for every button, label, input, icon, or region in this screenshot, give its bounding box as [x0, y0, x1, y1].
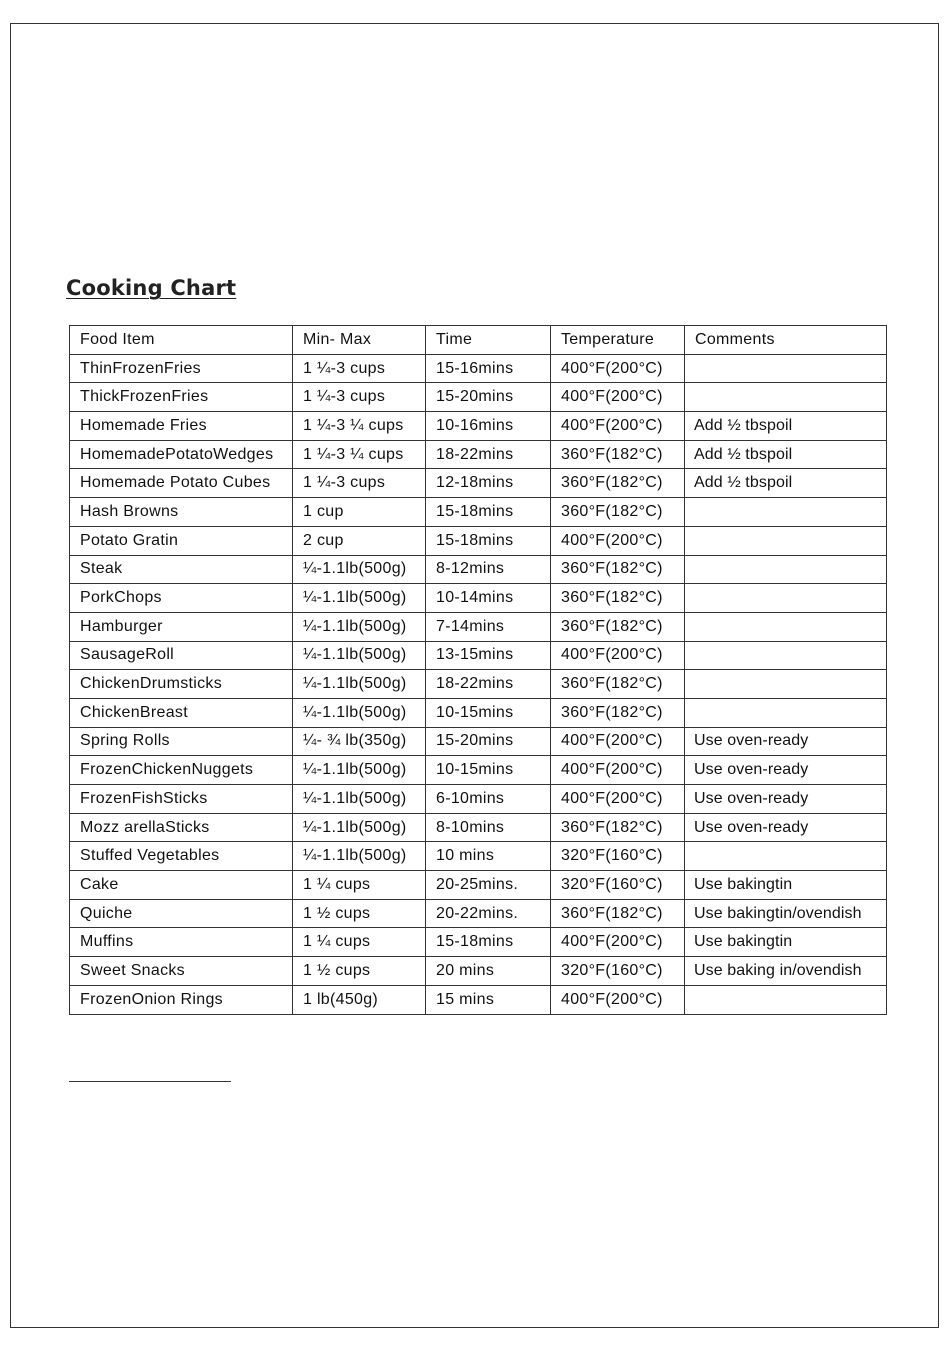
cell-temperature: 400°F(200°C) — [551, 383, 685, 412]
cell-food: Hash Browns — [70, 498, 293, 527]
cell-time: 15-18mins — [426, 526, 551, 555]
cell-comments — [685, 641, 887, 670]
cell-min-max: ¼-1.1lb(500g) — [293, 555, 426, 584]
header-comments: Comments — [685, 326, 887, 355]
cell-comments: Use oven-ready — [685, 756, 887, 785]
cell-min-max: 2 cup — [293, 526, 426, 555]
cell-comments — [685, 985, 887, 1014]
cell-temperature: 360°F(182°C) — [551, 469, 685, 498]
table-row — [70, 698, 887, 727]
cell-time: 10-14mins — [426, 584, 551, 613]
table-row — [70, 842, 887, 871]
table-row — [70, 756, 887, 785]
cell-time: 18-22mins — [426, 670, 551, 699]
cell-food: Mozz arellaSticks — [70, 813, 293, 842]
cell-comments: Add ½ tbspoil — [685, 412, 887, 441]
table-header-row — [70, 326, 887, 355]
cell-food: ThinFrozenFries — [70, 354, 293, 383]
cell-min-max: ¼-1.1lb(500g) — [293, 785, 426, 814]
table-row — [70, 727, 887, 756]
cell-food: Muffins — [70, 928, 293, 957]
cell-min-max: 1 ½ cups — [293, 957, 426, 986]
cell-temperature: 360°F(182°C) — [551, 440, 685, 469]
cell-min-max: 1 ¼ cups — [293, 928, 426, 957]
cell-comments — [685, 526, 887, 555]
cell-min-max: ¼-1.1lb(500g) — [293, 842, 426, 871]
cell-time: 7-14mins — [426, 612, 551, 641]
cell-food: Homemade Fries — [70, 412, 293, 441]
cell-comments — [685, 842, 887, 871]
cell-temperature: 400°F(200°C) — [551, 412, 685, 441]
cell-comments: Use bakingtin — [685, 871, 887, 900]
cell-food: Spring Rolls — [70, 727, 293, 756]
cell-food: ChickenBreast — [70, 698, 293, 727]
cell-time: 10-15mins — [426, 756, 551, 785]
table-row — [70, 670, 887, 699]
cell-food: ChickenDrumsticks — [70, 670, 293, 699]
cell-temperature: 400°F(200°C) — [551, 785, 685, 814]
cell-time: 13-15mins — [426, 641, 551, 670]
cell-temperature: 320°F(160°C) — [551, 871, 685, 900]
table-row — [70, 440, 887, 469]
cell-min-max: 1 ¼-3 ¼ cups — [293, 440, 426, 469]
cell-min-max: 1 ¼-3 cups — [293, 383, 426, 412]
cell-min-max: ¼- ¾ lb(350g) — [293, 727, 426, 756]
table-row — [70, 412, 887, 441]
cell-temperature: 400°F(200°C) — [551, 641, 685, 670]
cell-comments — [685, 498, 887, 527]
table-row — [70, 871, 887, 900]
cell-comments — [685, 670, 887, 699]
cell-temperature: 400°F(200°C) — [551, 526, 685, 555]
cell-time: 20-22mins. — [426, 899, 551, 928]
cell-temperature: 360°F(182°C) — [551, 584, 685, 613]
cell-min-max: 1 ½ cups — [293, 899, 426, 928]
cell-min-max: ¼-1.1lb(500g) — [293, 813, 426, 842]
table-row — [70, 612, 887, 641]
cell-time: 10-16mins — [426, 412, 551, 441]
cell-temperature: 360°F(182°C) — [551, 899, 685, 928]
cell-temperature: 360°F(182°C) — [551, 698, 685, 727]
cell-time: 10-15mins — [426, 698, 551, 727]
cell-min-max: 1 ¼ cups — [293, 871, 426, 900]
cell-time: 15-18mins — [426, 498, 551, 527]
cell-food: Quiche — [70, 899, 293, 928]
cell-food: ThickFrozenFries — [70, 383, 293, 412]
table-row — [70, 985, 887, 1014]
cell-time: 15-20mins — [426, 383, 551, 412]
cell-food: HomemadePotatoWedges — [70, 440, 293, 469]
cell-temperature: 400°F(200°C) — [551, 727, 685, 756]
table-row — [70, 813, 887, 842]
cell-food: FrozenFishSticks — [70, 785, 293, 814]
cell-comments: Use oven-ready — [685, 813, 887, 842]
cell-temperature: 400°F(200°C) — [551, 928, 685, 957]
table-body — [70, 354, 887, 1014]
cell-time: 18-22mins — [426, 440, 551, 469]
cell-time: 12-18mins — [426, 469, 551, 498]
cell-temperature: 360°F(182°C) — [551, 555, 685, 584]
cell-comments: Add ½ tbspoil — [685, 469, 887, 498]
cell-comments: Use bakingtin/ovendish — [685, 899, 887, 928]
table-row — [70, 555, 887, 584]
cell-comments — [685, 698, 887, 727]
cell-comments — [685, 584, 887, 613]
cell-food: Cake — [70, 871, 293, 900]
table-row — [70, 641, 887, 670]
table-row — [70, 354, 887, 383]
cell-min-max: 1 ¼-3 ¼ cups — [293, 412, 426, 441]
cell-time: 8-10mins — [426, 813, 551, 842]
cell-comments — [685, 612, 887, 641]
cell-food: FrozenOnion Rings — [70, 985, 293, 1014]
table-row — [70, 526, 887, 555]
cell-temperature: 360°F(182°C) — [551, 498, 685, 527]
header-min-max: Min- Max — [293, 326, 426, 355]
cell-time: 15-18mins — [426, 928, 551, 957]
cell-temperature: 320°F(160°C) — [551, 957, 685, 986]
cell-food: Potato Gratin — [70, 526, 293, 555]
cell-temperature: 320°F(160°C) — [551, 842, 685, 871]
cell-min-max: ¼-1.1lb(500g) — [293, 612, 426, 641]
cell-food: PorkChops — [70, 584, 293, 613]
cell-min-max: ¼-1.1lb(500g) — [293, 670, 426, 699]
cell-min-max: ¼-1.1lb(500g) — [293, 641, 426, 670]
cell-min-max: 1 ¼-3 cups — [293, 469, 426, 498]
table-row — [70, 498, 887, 527]
table-row — [70, 899, 887, 928]
page-title: Cooking Chart — [66, 276, 237, 300]
cell-min-max: 1 lb(450g) — [293, 985, 426, 1014]
header-food-item: Food Item — [70, 326, 293, 355]
cell-food: Hamburger — [70, 612, 293, 641]
table-row — [70, 584, 887, 613]
cell-temperature: 360°F(182°C) — [551, 670, 685, 699]
cell-temperature: 360°F(182°C) — [551, 612, 685, 641]
cell-food: FrozenChickenNuggets — [70, 756, 293, 785]
cell-time: 15-20mins — [426, 727, 551, 756]
cell-min-max: ¼-1.1lb(500g) — [293, 698, 426, 727]
cell-min-max: 1 ¼-3 cups — [293, 354, 426, 383]
cell-time: 15 mins — [426, 985, 551, 1014]
cell-food: Homemade Potato Cubes — [70, 469, 293, 498]
cell-comments: Use oven-ready — [685, 727, 887, 756]
cell-temperature: 360°F(182°C) — [551, 813, 685, 842]
header-time: Time — [426, 326, 551, 355]
cell-food: Stuffed Vegetables — [70, 842, 293, 871]
cell-comments — [685, 383, 887, 412]
table-row — [70, 785, 887, 814]
footnote-rule — [69, 1081, 231, 1082]
table-row — [70, 928, 887, 957]
cell-comments — [685, 354, 887, 383]
cell-min-max: 1 cup — [293, 498, 426, 527]
cell-food: Sweet Snacks — [70, 957, 293, 986]
cell-time: 20 mins — [426, 957, 551, 986]
cell-time: 20-25mins. — [426, 871, 551, 900]
cooking-chart-table — [69, 325, 887, 1015]
cell-comments: Add ½ tbspoil — [685, 440, 887, 469]
cell-food: Steak — [70, 555, 293, 584]
table-row — [70, 957, 887, 986]
table-row — [70, 469, 887, 498]
cell-comments: Use oven-ready — [685, 785, 887, 814]
cell-temperature: 400°F(200°C) — [551, 354, 685, 383]
cell-time: 15-16mins — [426, 354, 551, 383]
cell-comments — [685, 555, 887, 584]
cell-temperature: 400°F(200°C) — [551, 756, 685, 785]
cell-comments: Use baking in/ovendish — [685, 957, 887, 986]
cell-temperature: 400°F(200°C) — [551, 985, 685, 1014]
cell-food: SausageRoll — [70, 641, 293, 670]
cell-comments: Use bakingtin — [685, 928, 887, 957]
header-temperature: Temperature — [551, 326, 685, 355]
cell-time: 10 mins — [426, 842, 551, 871]
table-row — [70, 383, 887, 412]
cell-min-max: ¼-1.1lb(500g) — [293, 756, 426, 785]
cell-time: 6-10mins — [426, 785, 551, 814]
cell-time: 8-12mins — [426, 555, 551, 584]
cell-min-max: ¼-1.1lb(500g) — [293, 584, 426, 613]
